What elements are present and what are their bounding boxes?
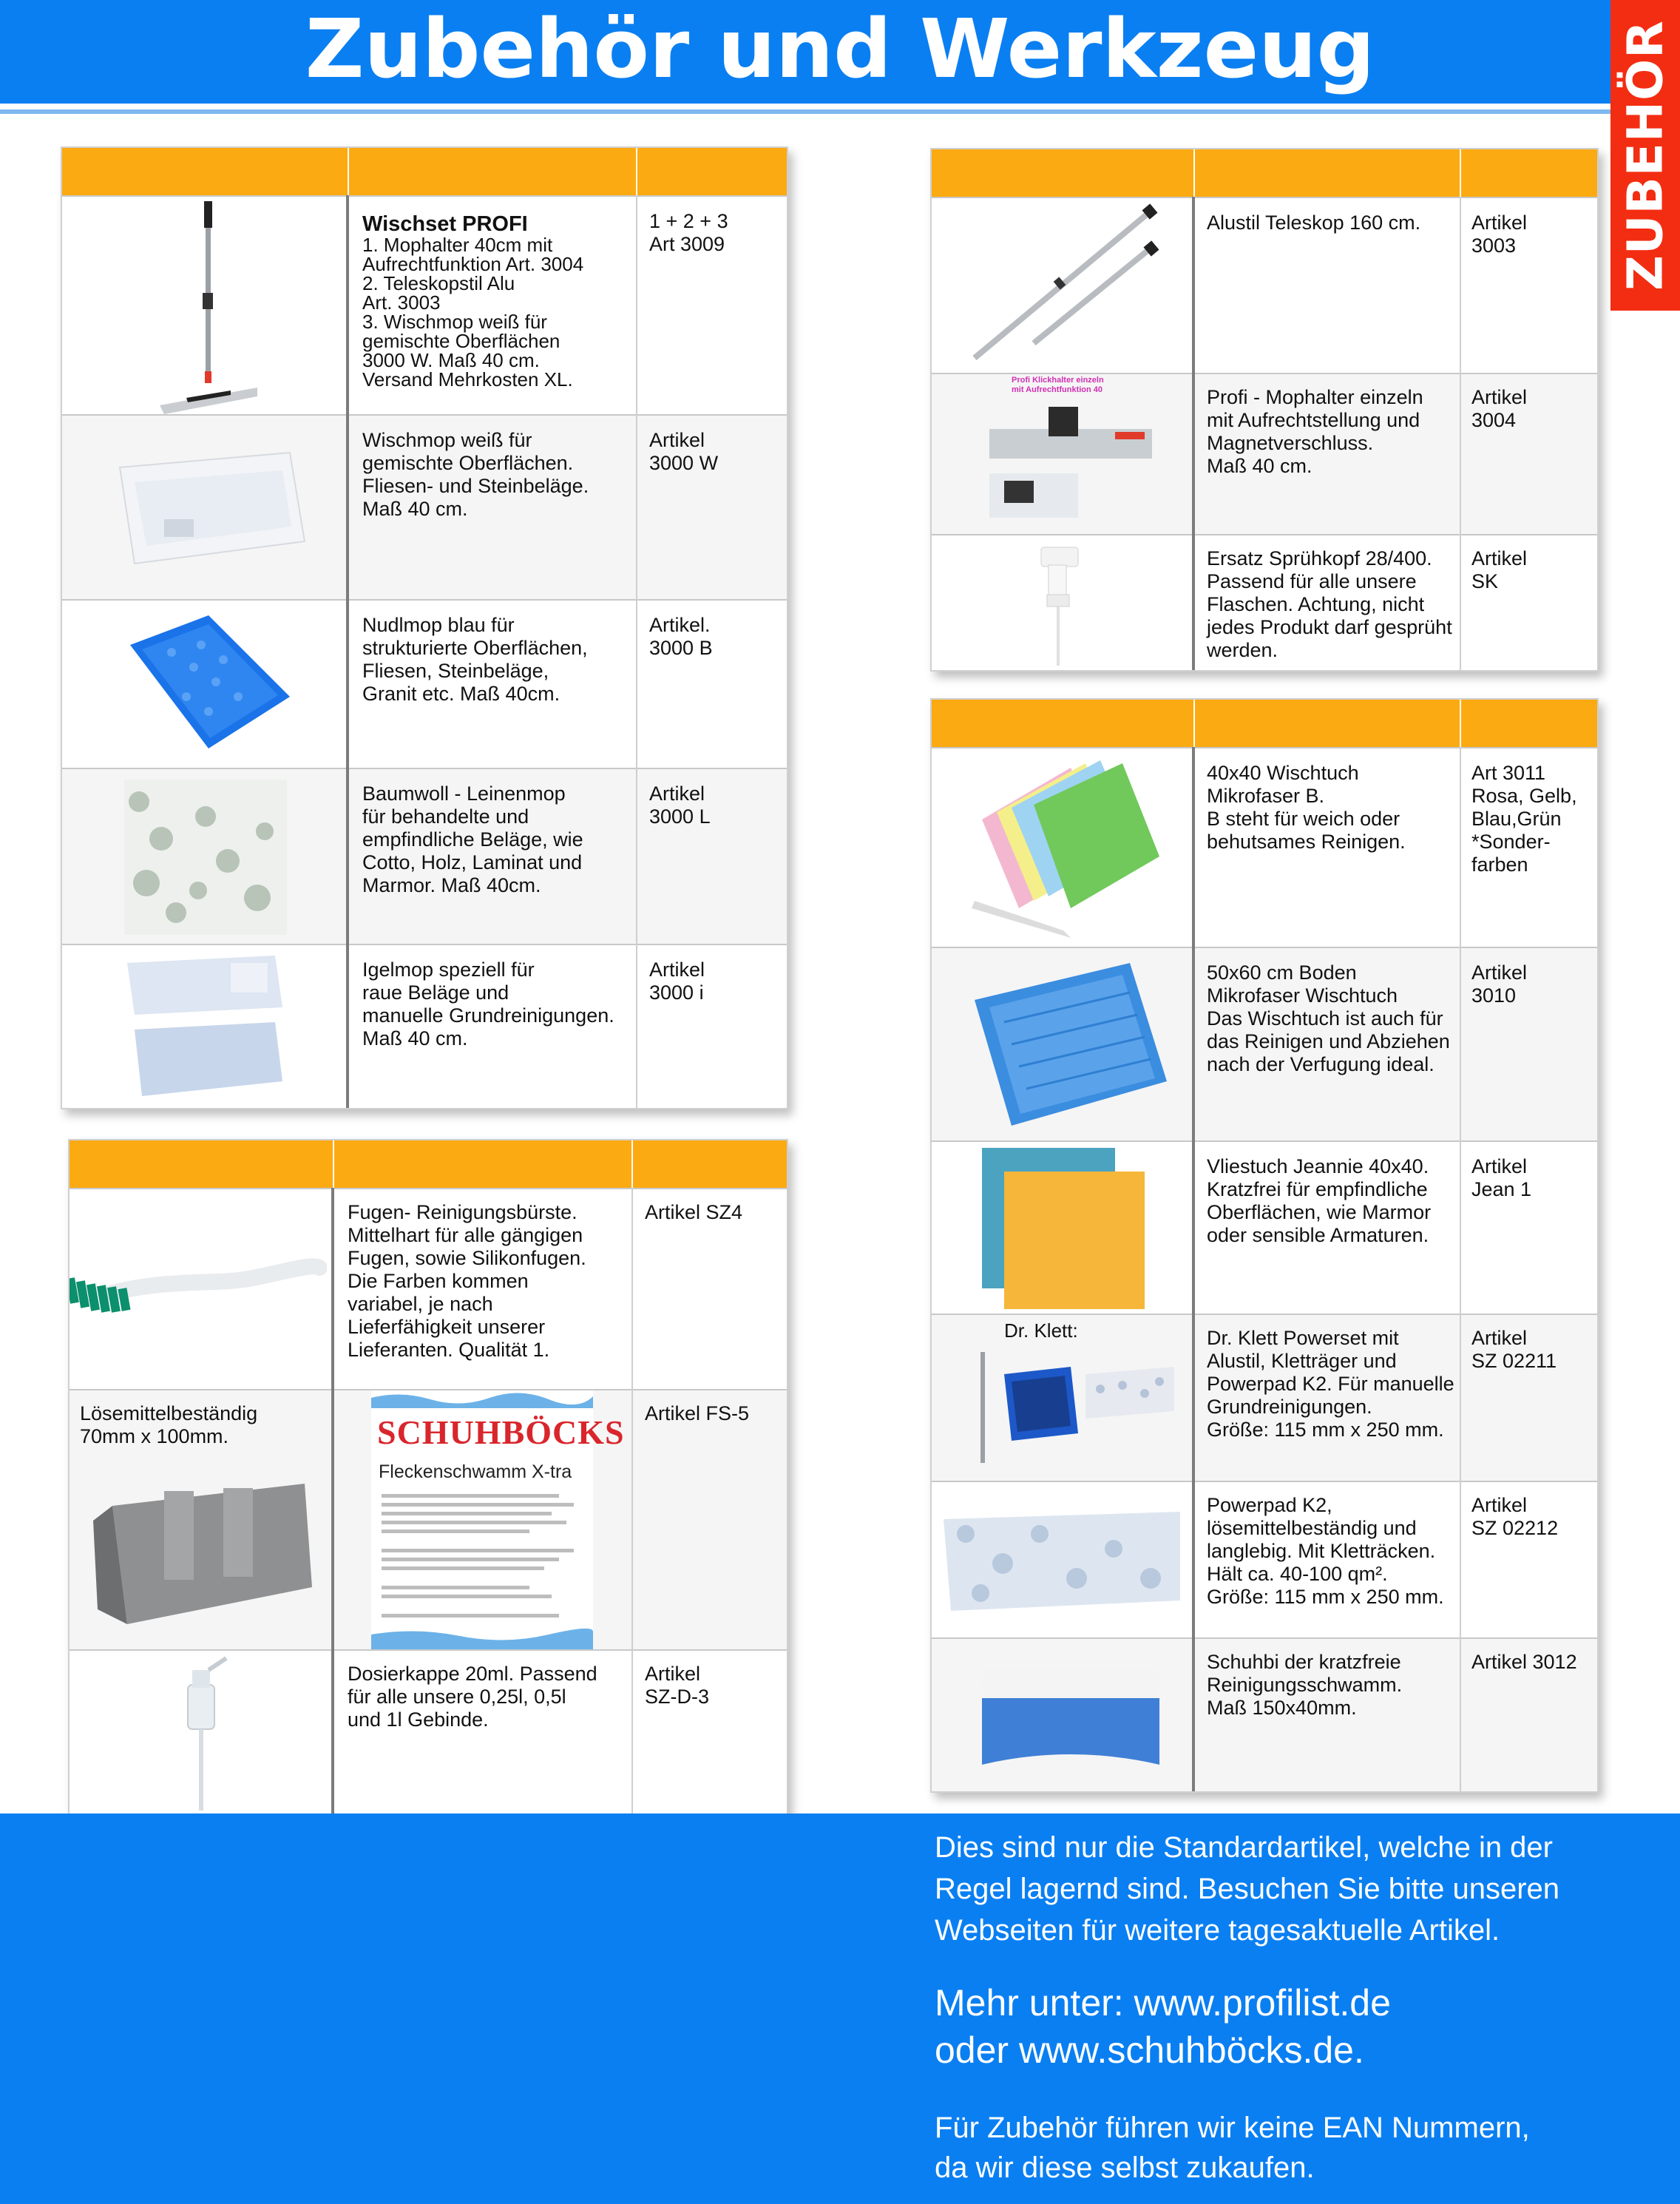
article-number: Artikel 3004 <box>1471 386 1528 431</box>
table-header <box>61 146 788 195</box>
article-number: Artikel FS-5 <box>645 1402 750 1424</box>
image-caption: Dr. Klett: <box>1004 1319 1078 1342</box>
footer-ean-note: Für Zubehör führen wir keine EAN Nummern, da wir diese selbst zukaufen. <box>935 2112 1530 2184</box>
product-description: Alustil Teleskop 160 cm. <box>1207 212 1421 234</box>
product-description: 40x40 Wischtuch Mikrofaser B. B steht für weich oder behutsames Reinigen. <box>1207 762 1406 853</box>
side-tab <box>1610 0 1680 311</box>
table-row <box>930 1481 1599 1637</box>
article-number: Artikel 3012 <box>1471 1651 1577 1673</box>
mop-holder-image <box>975 399 1167 525</box>
product-description: Baumwoll - Leinenmop für behandelte und empfindliche Beläge, wie Cotto, Holz, Laminat und Marmor. Maß 40cm. <box>362 782 583 896</box>
table-row <box>930 534 1599 672</box>
product-title: Wischset PROFI <box>362 212 528 236</box>
mop-set-image <box>157 197 260 416</box>
article-number: Artikel 3010 <box>1471 961 1528 1007</box>
table-header <box>930 698 1599 747</box>
header-divider <box>0 109 1680 114</box>
sponge-image <box>975 1661 1167 1779</box>
product-description: Igelmop speziell für raue Beläge und manuelle Grundreinigungen. Maß 40 cm. <box>362 959 614 1049</box>
telescope-pole-image <box>967 203 1159 370</box>
product-description: Dr. Klett Powerset mit Alustil, Kletträger und Powerpad K2. Für manuelle Grundreinigungen. Größe: 115 mm x 250 mm. <box>1207 1327 1454 1441</box>
table-row <box>61 195 788 414</box>
product-description: Powerpad K2, lösemittelbeständig und langlebig. Mit Kletträcken. Hält ca. 40-100 qm². Größe: 115 mm x 250 mm. <box>1207 1494 1444 1608</box>
product-description: Ersatz Sprühkopf 28/400. Passend für alle unsere Flaschen. Achtung, nicht jedes Produkt darf gesprüht werden. <box>1207 547 1452 661</box>
table-row <box>930 373 1599 534</box>
powerset-image <box>975 1345 1182 1478</box>
handle-table <box>930 148 1599 672</box>
product-description: Nudlmop blau für strukturierte Oberflächen, Fliesen, Steinbeläge, Granit etc. Maß 40cm. <box>362 614 588 705</box>
product-description: Fugen- Reinigungsbürste. Mittelhart für alle gängigen Fugen, sowie Silikonfugen. Die Farben kommen variabel, je nach Lieferfähigkeit unserer Lieferanten. Qualität 1. <box>348 1201 586 1361</box>
page-title: Zubehör und Werkzeug <box>305 1 1375 96</box>
table-row <box>930 1140 1599 1314</box>
table-row <box>61 414 788 599</box>
table-row <box>61 599 788 768</box>
leaflet-product-name: Fleckenschwamm X-tra <box>379 1461 572 1482</box>
powerpad-image <box>936 1504 1188 1615</box>
table-row <box>68 1649 788 1816</box>
product-description: 50x60 cm Boden Mikrofaser Wischtuch Das Wischtuch ist auch für das Reinigen und Abziehen nach der Verfugung ideal. <box>1207 961 1450 1075</box>
article-number: 1 + 2 + 3 Art 3009 <box>649 210 728 255</box>
table-header <box>930 148 1599 197</box>
hedgehog-mop-image <box>112 948 297 1103</box>
white-mop-image <box>105 438 312 578</box>
footer-notice: Dies sind nur die Standardartikel, welche in der Regel lagernd sind. Besuchen Sie bitte unseren Webseiten für weitere tagesaktuelle Artikel. <box>935 1831 1559 1947</box>
blue-mop-image <box>120 608 297 756</box>
product-description: Profi - Mophalter einzeln mit Aufrechtstellung und Magnetverschluss. Maß 40 cm. <box>1207 386 1423 477</box>
product-description: Schuhbi der kratzfreie Reinigungsschwamm. Maß 150x40mm. <box>1207 1651 1403 1719</box>
table-row <box>61 944 788 1109</box>
article-number: Artikel. 3000 B <box>649 614 713 659</box>
article-number: Artikel SZ-D-3 <box>645 1663 709 1708</box>
table-row <box>930 947 1599 1140</box>
footer-websites: Mehr unter: www.profilist.de oder www.schuhböcks.de. <box>935 1982 1391 2071</box>
footer-banner <box>0 1813 1680 2204</box>
table-row <box>68 1389 788 1649</box>
table-row <box>68 1188 788 1389</box>
article-number: Artikel 3000 i <box>649 959 705 1004</box>
article-number: Artikel SZ4 <box>645 1201 743 1223</box>
product-description: 1. Mophalter 40cm mit Aufrechtfunktion Art. 3004 2. Teleskopstil Alu Art. 3003 3. Wischmop weiß für gemischte Oberflächen 3000 W. Maß 40 cm. Versand Mehrkosten XL. <box>362 234 584 391</box>
side-tab-label: ZUBEHÖR <box>1616 19 1674 291</box>
table-row <box>61 768 788 944</box>
cotton-mop-image <box>117 772 294 942</box>
floor-cloth-image <box>960 956 1174 1133</box>
article-number: Artikel 3003 <box>1471 212 1528 257</box>
product-description: Wischmop weiß für gemischte Oberflächen. Fliesen- und Steinbeläge. Maß 40 cm. <box>362 429 589 520</box>
fleece-cloth-image <box>975 1145 1152 1312</box>
table-row <box>930 1637 1599 1793</box>
table-row <box>930 1314 1599 1481</box>
article-number: Artikel Jean 1 <box>1471 1155 1532 1200</box>
article-number: Artikel SK <box>1471 547 1528 592</box>
brand-logo: SCHUHBÖCKS <box>377 1413 625 1451</box>
table-row <box>930 747 1599 947</box>
image-caption: Lösemittelbeständig 70mm x 100mm. <box>80 1402 258 1447</box>
stain-sponge-image <box>83 1461 327 1639</box>
article-number: Artikel SZ 02211 <box>1471 1327 1557 1372</box>
table-row <box>930 197 1599 373</box>
product-description: Dosierkappe 20ml. Passend für alle unsere 0,25l, 0,5l und 1l Gebinde. <box>348 1663 597 1731</box>
joint-brush-image <box>68 1248 327 1330</box>
article-number: Artikel 3000 L <box>649 782 711 828</box>
page-header <box>0 0 1680 104</box>
product-description: Vliestuch Jeannie 40x40. Kratzfrei für empfindliche Oberflächen, wie Marmor oder sensible Armaturen. <box>1207 1155 1432 1246</box>
image-caption: Profi Klickhalter einzeln mit Aufrechtfunktion 40 <box>1012 376 1104 394</box>
article-number: Artikel SZ 02212 <box>1471 1494 1559 1539</box>
dosing-cap-image <box>172 1655 238 1813</box>
spray-head-image <box>1034 543 1093 669</box>
cloth-table <box>930 698 1599 1793</box>
microfiber-cloths-image <box>960 753 1174 945</box>
article-number: Art 3011 Rosa, Gelb, Blau,Grün *Sonder- farben <box>1471 762 1577 876</box>
table-header <box>68 1139 788 1188</box>
article-number: Artikel 3000 W <box>649 429 719 474</box>
mop-table <box>61 146 788 1109</box>
